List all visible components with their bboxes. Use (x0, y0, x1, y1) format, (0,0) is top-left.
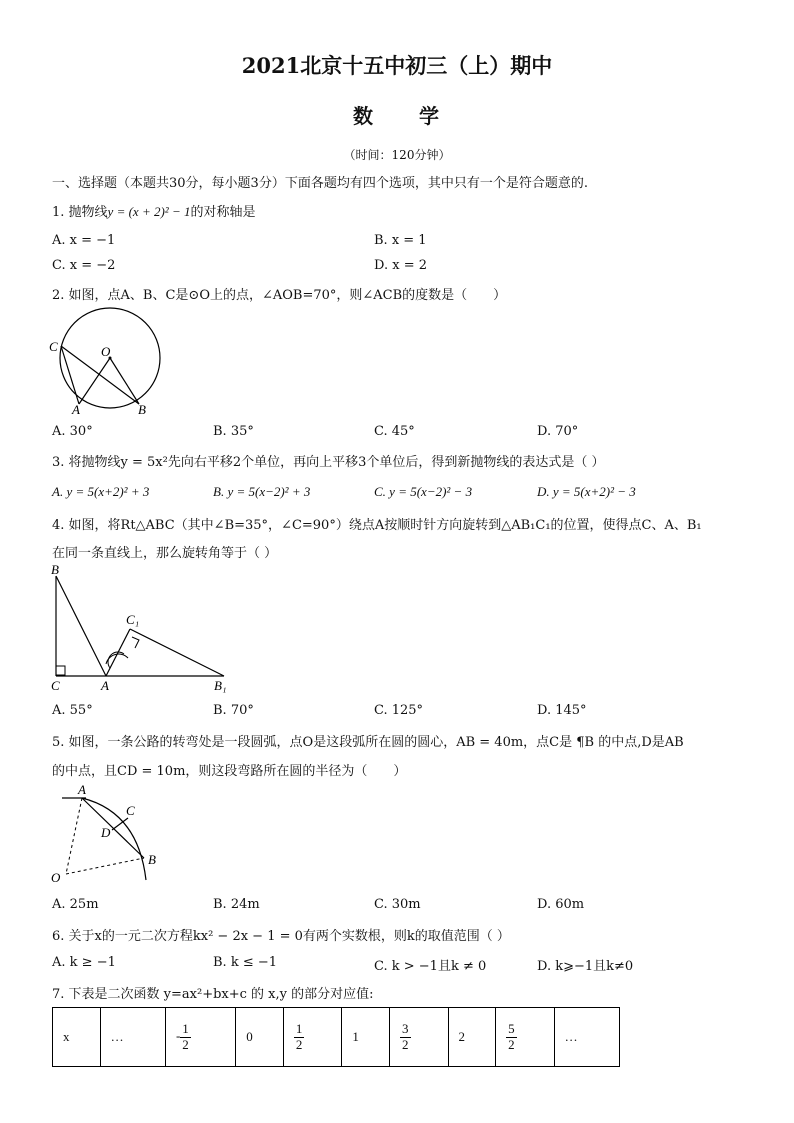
q3-option-c: C. y = 5(x−2)² − 3 (374, 484, 473, 499)
q3-option-d: D. y = 5(x+2)² − 3 (537, 484, 636, 499)
question-5-line2: 的中点，且CD = 10m，则这段弯路所在圆的半径为（ ） (52, 764, 407, 779)
table-row (53, 1008, 620, 1067)
q4-label-b: B (51, 562, 59, 577)
table-cell-label: x (53, 1008, 101, 1067)
section-heading: 一、选择题（本题共30分，每小题3分）下面各题均有四个选项，其中只有一个是符合题意的. (52, 176, 588, 191)
q1-option-a: A. x = −1 (52, 233, 116, 248)
q5-arc-figure (46, 782, 176, 890)
q2-circle-figure (46, 306, 176, 418)
q1-option-b: B. x = 1 (374, 233, 427, 248)
q2-label-b: B (138, 402, 146, 417)
q5-option-c: C. 30m (374, 897, 421, 912)
table-cell: … (554, 1008, 619, 1067)
table-cell: $\frac{1}{2}$ (283, 1008, 342, 1067)
question-1 (52, 201, 255, 220)
q4-option-d: D. 145° (537, 703, 587, 718)
table-cell: … (100, 1008, 165, 1067)
q1-math: y = (x + 2)² − 1 (107, 204, 191, 219)
question-5-line1: 5. 如图，一条公路的转弯处是一段圆弧，点O是这段弧所在圆的圆心，AB = 40m，点C是 ¶B 的中点,D是AB (52, 735, 684, 750)
q2-label-o: O (101, 344, 111, 359)
q4-label-a: A (101, 678, 109, 693)
table-cell: 1 (342, 1008, 390, 1067)
q2-option-a: A. 30° (52, 424, 93, 439)
q5-label-a: A (78, 782, 86, 797)
q4-option-b: B. 70° (213, 703, 254, 718)
q6-option-c: C. k > −1且k ≠ 0 (374, 959, 487, 974)
q5-label-c: C (126, 803, 135, 818)
q6-option-a: A. k ≥ −1 (52, 955, 116, 970)
q5-label-b: B (148, 852, 156, 867)
q4-triangle-figure (46, 562, 236, 696)
q3-option-b: B. y = 5(x−2)² + 3 (213, 484, 311, 499)
table-cell: - $\frac{1}{2}$ (165, 1008, 235, 1067)
question-4-line2: 在同一条直线上，那么旋转角等于（ ） (52, 546, 278, 561)
q4-label-c: C (51, 678, 60, 693)
q1-stem-a: 1. 抛物线 (52, 205, 108, 220)
q2-option-b: B. 35° (213, 424, 254, 439)
q1-option-c: C. x = −2 (52, 258, 116, 273)
q4-label-b1: B₁ (214, 678, 227, 693)
table-cell: $\frac{3}{2}$ (390, 1008, 449, 1067)
q1-option-d: D. x = 2 (374, 258, 427, 273)
table-cell: $\frac{5}{2}$ (496, 1008, 555, 1067)
q3-option-a: A. y = 5(x+2)² + 3 (52, 484, 150, 499)
subject-title: 数 学 (353, 104, 441, 128)
q5-option-d: D. 60m (537, 897, 585, 912)
table-cell: 2 (448, 1008, 496, 1067)
table-cell: 0 (236, 1008, 284, 1067)
q2-option-c: C. 45° (374, 424, 415, 439)
q5-option-a: A. 25m (52, 897, 99, 912)
q2-label-a: A (72, 402, 80, 417)
q4-label-c1: C₁ (126, 612, 140, 627)
question-6: 6. 关于x的一元二次方程kx² − 2x − 1 = 0有两个实数根，则k的取值范围（ ） (52, 929, 510, 944)
q4-option-a: A. 55° (52, 703, 93, 718)
question-2: 2. 如图，点A、B、C是⊙O上的点，∠AOB=70°，则∠ACB的度数是（ ） (52, 288, 507, 303)
question-7: 7. 下表是二次函数 y=ax²+bx+c 的 x,y 的部分对应值: (52, 987, 374, 1002)
q5-option-b: B. 24m (213, 897, 260, 912)
value-table (52, 1007, 620, 1067)
question-3: 3. 将抛物线y = 5x²先向右平移2个单位，再向上平移3个单位后，得到新抛物线的表达式是（ ） (52, 455, 605, 470)
q6-option-b: B. k ≤ −1 (213, 955, 278, 970)
q2-label-c: C (49, 339, 58, 354)
q5-label-d: D (101, 825, 111, 840)
page-title: 2021北京十五中初三（上）期中 (241, 53, 553, 78)
question-4-line1: 4. 如图，将Rt△ABC（其中∠B=35°，∠C=90°）绕点A按顺时针方向旋转到△AB₁C₁的位置，使得点C、A、B₁ (52, 518, 702, 533)
exam-time: （时间：120分钟） (343, 148, 451, 162)
q6-option-d: D. k⩾−1且k≠0 (537, 959, 634, 974)
q4-option-c: C. 125° (374, 703, 424, 718)
q1-stem-b: 的对称轴是 (190, 205, 256, 220)
q5-label-o: O (51, 870, 61, 885)
q2-option-d: D. 70° (537, 424, 579, 439)
